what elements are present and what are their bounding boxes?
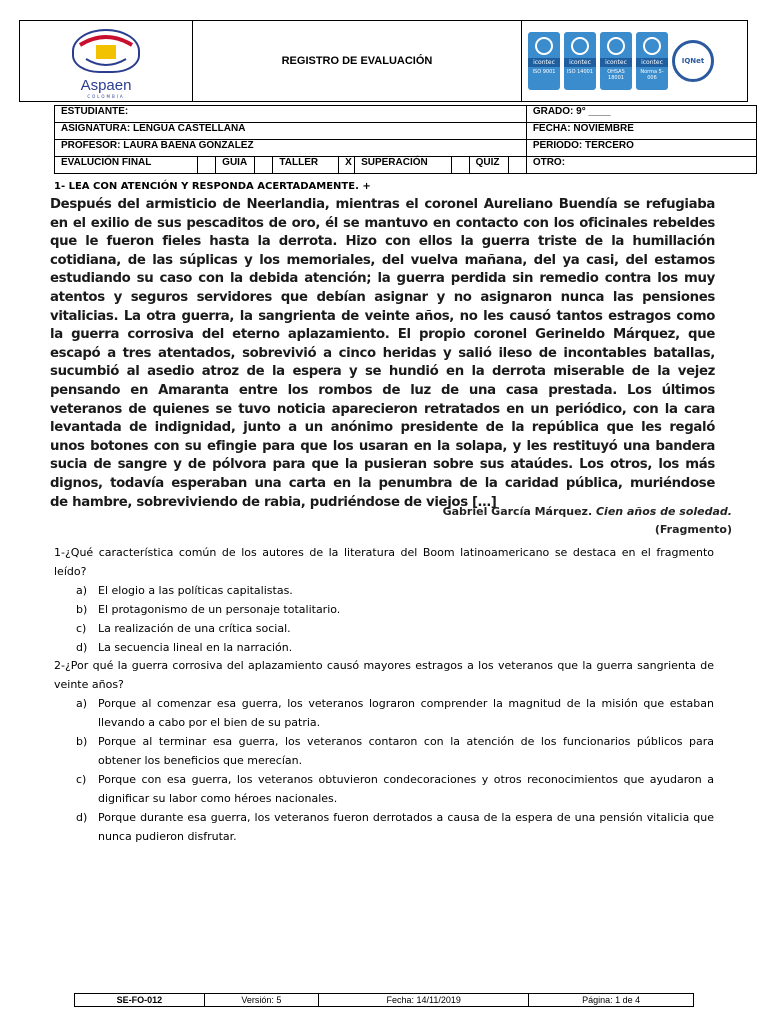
answer-option <box>76 808 714 846</box>
logo-cell <box>20 21 193 102</box>
logo-subtitle: COLOMBIA <box>87 94 125 99</box>
option-letter: b) <box>76 735 88 748</box>
passage-attribution <box>443 503 732 539</box>
passage-line: la guerra corrosiva del eterno aplazamiento. El propio coronel Gerineldo Márquez, que <box>50 327 715 343</box>
institution-seal-icon <box>72 29 140 73</box>
type-recovery-box <box>451 157 469 174</box>
certification-badge-icon: icontec Norma 5-006 <box>636 32 668 90</box>
passage-line: en el exilio de sus pescaditos de oro, él se mantuvo en contacto con los oficinales rebeldes <box>50 215 715 231</box>
option-letter: a) <box>76 584 88 597</box>
type-recovery-label: SUPERACIÓN <box>355 157 451 174</box>
passage-line: escapó a tres atentados, sobrevivió a cinco heridas y salió ileso de incontables batallas, <box>50 345 715 361</box>
document-footer <box>74 993 694 1007</box>
question-2 <box>54 656 714 846</box>
answer-option <box>76 694 714 732</box>
passage-line: estudiando su caso con la debida atención; la guerra perdida sin remedio contra los muy <box>50 271 715 287</box>
form-code: SE-FO-012 <box>75 994 205 1007</box>
answer-option <box>76 638 714 657</box>
certification-badge-icon: icontec ISO 14001 <box>564 32 596 90</box>
passage-line: sucia de sangre y de pólvora para que la pusieran sobre sus ataúdes. Los otros, los más <box>50 457 715 473</box>
option-text: Porque al comenzar esa guerra, los veteranos lograron comprender la magnitud de la misión que estaban llevando a cabo por el bien de su patria. <box>98 697 714 729</box>
page-number: Página: 1 de 4 <box>529 994 694 1007</box>
logo-name: Aspaen <box>80 77 132 94</box>
instruction: 1- LEA CON ATENCIÓN Y RESPONDA ACERTADAMENTE. + <box>54 181 371 192</box>
type-quiz-label: QUIZ <box>469 157 508 174</box>
type-final-label: EVALUCIÓN FINAL <box>55 157 198 174</box>
option-text: Porque durante esa guerra, los veteranos fueron derrotados a causa de la espera de una pensión vitalicia que nunca pudieron disfrutar. <box>98 811 714 843</box>
date-field: FECHA: NOVIEMBRE <box>526 123 756 140</box>
teacher-field: PROFESOR: LAURA BAENA GONZALEZ <box>55 140 527 157</box>
type-final-box <box>198 157 216 174</box>
student-info-table <box>54 105 757 174</box>
document-header <box>19 20 748 102</box>
passage-line: cotidiana, de las súplicas y los memoriales, del vuelva mañana, del ya casi, del estamos <box>50 252 715 268</box>
passage-line: Después del armisticio de Neerlandia, mientras el coronel Aureliano Buendía se refugiaba <box>50 197 715 212</box>
option-letter: d) <box>76 811 88 824</box>
option-text: La secuencia lineal en la narración. <box>98 641 293 654</box>
type-guide-box <box>255 157 273 174</box>
option-text: El elogio a las políticas capitalistas. <box>98 584 293 597</box>
certification-badge-icon: icontec OHSAS 18001 <box>600 32 632 90</box>
answer-option <box>76 581 714 600</box>
answer-option <box>76 770 714 808</box>
question-1 <box>54 543 714 657</box>
fragment-label: (Fragmento) <box>654 523 732 536</box>
question-2-text: 2-¿Por qué la guerra corrosiva del aplazamiento causó mayores estragos a los veteranos que la guerra sangrienta de veinte años? <box>54 659 714 691</box>
question-1-options <box>54 581 714 657</box>
passage-line: atentos y seguros servidores que debían asignar y no asignaron nunca las pensiones <box>50 289 715 305</box>
answer-option <box>76 619 714 638</box>
option-letter: c) <box>76 773 87 786</box>
period-field: PERIODO: TERCERO <box>526 140 756 157</box>
answer-option <box>76 600 714 619</box>
work-title: Cien años de soledad. <box>595 505 732 518</box>
passage-line: dignos, todavía esperaban una carta en la penumbra de la caridad pública, muriéndose <box>50 475 715 491</box>
option-text: La realización de una crítica social. <box>98 622 291 635</box>
certifications-cell <box>522 21 748 102</box>
student-field: ESTUDIANTE: <box>55 106 527 123</box>
document-title: REGISTRO DE EVALUACIÓN <box>193 21 522 102</box>
question-1-text: 1-¿Qué característica común de los autores de la literatura del Boom latinoamericano se destaca en el fragmento leído? <box>54 546 714 578</box>
option-letter: b) <box>76 603 88 616</box>
option-letter: c) <box>76 622 87 635</box>
question-2-options <box>54 694 714 846</box>
option-text: El protagonismo de un personaje totalitario. <box>98 603 341 616</box>
type-workshop-mark: X <box>339 157 355 174</box>
type-workshop-label: TALLER <box>273 157 339 174</box>
option-text: Porque al terminar esa guerra, los veteranos contaron con la atención de los funcionarios públicos para obtener los beneficios que merecían. <box>98 735 714 767</box>
passage-line: sucumbió al asedio atroz de la espera y se hundió en la derrota miserable de la vejez <box>50 364 715 380</box>
passage-line: de hambre, sobreviviendo de rabia, pudriéndose de viejos […] <box>50 494 497 510</box>
iqnet-seal-icon: IQNet <box>672 40 714 82</box>
passage-line: levantada de indignidad, junto a un anónimo presidente de la república que les regaló <box>50 420 715 436</box>
passage-line: que le fueron fieles hasta la derrota. Hizo con ellos la guerra triste de la humillación <box>50 234 715 250</box>
form-version: Versión: 5 <box>204 994 318 1007</box>
author-name: Gabriel García Márquez. <box>442 505 593 518</box>
option-text: Porque con esa guerra, los veteranos obtuvieron condecoraciones y otros reconocimientos que ayudaron a dignificar su labor como héroes nacionales. <box>98 773 714 805</box>
passage-line: vitalicias. La otra guerra, la sangrienta de veinte años, no les causó tantos estragos como <box>50 308 715 324</box>
form-date: Fecha: 14/11/2019 <box>319 994 529 1007</box>
type-guide-label: GUIA <box>216 157 255 174</box>
grade-field: GRADO: 9° ____ <box>526 106 756 123</box>
type-quiz-box <box>508 157 526 174</box>
reading-passage <box>50 196 715 541</box>
other-field: OTRO: <box>526 157 756 174</box>
subject-field: ASIGNATURA: LENGUA CASTELLANA <box>55 123 527 140</box>
passage-line: unos botones con su efingie para que los usaran en la solapa, y les restituyó una bandera <box>50 438 715 454</box>
passage-text <box>50 196 715 512</box>
passage-line: pensando en Amaranta entre los rombos de luz de una casa prestada. Los últimos <box>50 382 715 398</box>
answer-option <box>76 732 714 770</box>
option-letter: d) <box>76 641 88 654</box>
passage-line: veteranos de quienes se tuvo noticia aparecieron retratados en un periódico, con la cara <box>50 401 715 417</box>
option-letter: a) <box>76 697 88 710</box>
certification-badge-icon: icontec ISO 9001 <box>528 32 560 90</box>
